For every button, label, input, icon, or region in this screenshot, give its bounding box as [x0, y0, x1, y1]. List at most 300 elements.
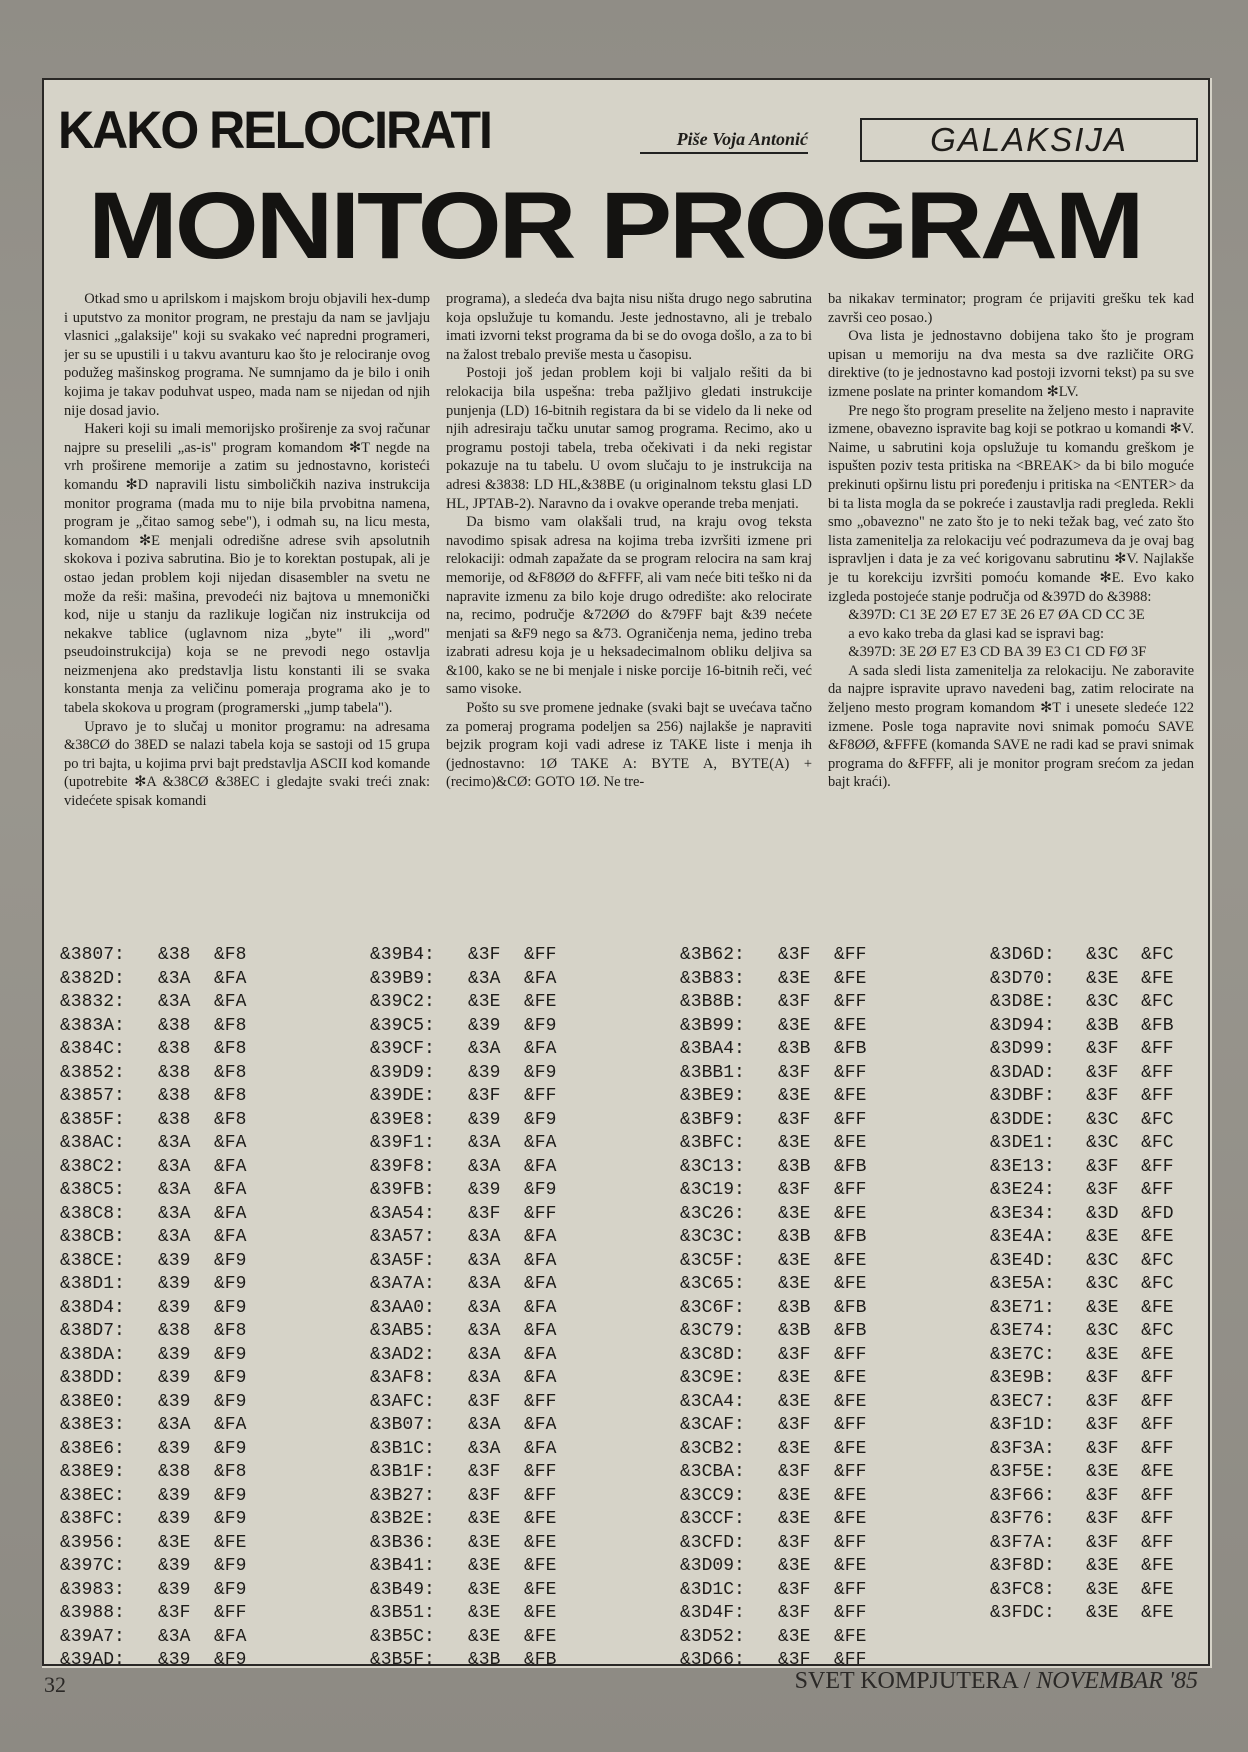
- address-cell: &3F5E:: [990, 1462, 1055, 1482]
- old-byte-cell: &3E: [1086, 1462, 1119, 1482]
- old-byte-cell: &3F: [1086, 1415, 1119, 1435]
- address-cell: &3D6D:: [990, 945, 1055, 965]
- old-byte-cell: &39: [158, 1650, 191, 1670]
- old-byte-cell: &3E: [1086, 1227, 1119, 1247]
- address-cell: &3CA4:: [680, 1391, 745, 1412]
- address-cell: &3D09:: [680, 1556, 745, 1576]
- paragraph: Upravo je to slučaj u monitor programu: na adresama &38CØ do 38ED se nalazi tabela koja se sastoji od 15 grupa po tri bajta, u kojima prvi bajt predstavlja ASCII kod komande (upotrebite ✻A &38CØ &38EC i gledajte svaki treći znak: videćete spisak komandi: [64, 718, 430, 810]
- address-cell: &3988:: [60, 1603, 125, 1623]
- address-cell: &3DAD:: [990, 1062, 1055, 1083]
- new-byte-cell: &FF: [524, 1391, 557, 1412]
- new-byte-cell: &FA: [214, 1156, 247, 1177]
- new-byte-cell: &FA: [524, 1274, 557, 1294]
- table-row: [370, 1579, 680, 1603]
- table-row: [990, 1320, 1200, 1344]
- paragraph: Ova lista je jednostavno dobijena tako što je program upisan u memoriju na dva mesta sa dve različite ORG direktive (to je jednostavno kad postoji izvorni tekst) pa su sve izmene poslate na printer komandom ✻LV.: [828, 328, 1194, 400]
- table-row: [370, 1532, 680, 1556]
- old-byte-cell: &39: [158, 1297, 191, 1318]
- table-row: [60, 1367, 370, 1391]
- new-byte-cell: &FA: [214, 1415, 247, 1435]
- address-cell: &3B07:: [370, 1415, 435, 1435]
- address-cell: &3F66:: [990, 1485, 1055, 1506]
- address-cell: &3E4D:: [990, 1250, 1055, 1271]
- old-byte-cell: &3A: [468, 1297, 501, 1318]
- old-byte-cell: &3A: [158, 1180, 191, 1200]
- new-byte-cell: &FE: [1141, 1556, 1174, 1576]
- new-byte-cell: &FA: [524, 1297, 557, 1318]
- table-row: [990, 1485, 1200, 1509]
- new-byte-cell: &F9: [524, 1015, 557, 1036]
- old-byte-cell: &3A: [468, 1039, 501, 1059]
- old-byte-cell: &3A: [468, 1133, 501, 1153]
- table-row: [990, 1602, 1200, 1626]
- old-byte-cell: &3F: [778, 1532, 811, 1553]
- article-headline: MONITOR PROGRAM: [88, 172, 1142, 279]
- address-cell: &38FC:: [60, 1509, 125, 1529]
- table-row: [990, 1367, 1200, 1391]
- old-byte-cell: &3E: [778, 1015, 811, 1036]
- new-byte-cell: &F8: [214, 1062, 247, 1083]
- table-row: [990, 1038, 1200, 1062]
- old-byte-cell: &39: [158, 1485, 191, 1506]
- address-cell: &38C2:: [60, 1156, 125, 1177]
- address-cell: &3D66:: [680, 1650, 745, 1670]
- table-row: [370, 991, 680, 1015]
- table-row: [370, 1062, 680, 1086]
- address-cell: &39CF:: [370, 1039, 435, 1059]
- address-cell: &38E9:: [60, 1462, 125, 1482]
- old-byte-cell: &38: [158, 1462, 191, 1482]
- table-row: [680, 944, 990, 968]
- new-byte-cell: &FB: [834, 1321, 867, 1341]
- table-row: [60, 1015, 370, 1039]
- address-cell: &3B99:: [680, 1015, 745, 1036]
- old-byte-cell: &3F: [1086, 1485, 1119, 1506]
- address-cell: &3F8D:: [990, 1556, 1055, 1576]
- old-byte-cell: &3E: [778, 1556, 811, 1576]
- table-row: [680, 1555, 990, 1579]
- table-row: [60, 1062, 370, 1086]
- address-cell: &3CCF:: [680, 1509, 745, 1529]
- old-byte-cell: &3C: [1086, 1274, 1119, 1294]
- table-row: [60, 1273, 370, 1297]
- new-byte-cell: &FC: [1141, 1321, 1174, 1341]
- table-row: [60, 1626, 370, 1650]
- table-row: [370, 1038, 680, 1062]
- table-row: [680, 1320, 990, 1344]
- new-byte-cell: &FA: [214, 968, 247, 989]
- old-byte-cell: &3F: [778, 1650, 811, 1670]
- table-row: [990, 944, 1200, 968]
- old-byte-cell: &3C: [1086, 992, 1119, 1012]
- table-row: [990, 1062, 1200, 1086]
- table-row: [370, 1649, 680, 1673]
- new-byte-cell: &FD: [1141, 1203, 1174, 1224]
- address-cell: &3C13:: [680, 1156, 745, 1177]
- new-byte-cell: &F9: [214, 1579, 247, 1600]
- table-row: [680, 1579, 990, 1603]
- code-line-after: &397D: 3E 2Ø E7 E3 CD BA 39 E3 C1 CD FØ 3F: [848, 644, 1147, 661]
- new-byte-cell: &FF: [524, 945, 557, 965]
- new-byte-cell: &FE: [834, 1368, 867, 1388]
- new-byte-cell: &FF: [524, 1086, 557, 1106]
- new-byte-cell: &FE: [524, 1579, 557, 1600]
- address-cell: &3E24:: [990, 1180, 1055, 1200]
- old-byte-cell: &39: [158, 1368, 191, 1388]
- new-byte-cell: &FF: [834, 1650, 867, 1670]
- relocation-table: [60, 944, 1200, 1670]
- address-cell: &3CAF:: [680, 1415, 745, 1435]
- old-byte-cell: &38: [158, 1039, 191, 1059]
- table-row: [990, 1391, 1200, 1415]
- new-byte-cell: &FE: [1141, 1603, 1174, 1623]
- table-row: [60, 968, 370, 992]
- table-row: [990, 991, 1200, 1015]
- old-byte-cell: &39: [158, 1391, 191, 1412]
- address-cell: &39B4:: [370, 945, 435, 965]
- table-row: [60, 1602, 370, 1626]
- old-byte-cell: &3B: [778, 1297, 811, 1318]
- address-cell: &3BB1:: [680, 1062, 745, 1083]
- old-byte-cell: &3F: [778, 1344, 811, 1365]
- new-byte-cell: &FE: [214, 1532, 247, 1553]
- old-byte-cell: &3A: [158, 1227, 191, 1247]
- new-byte-cell: &F9: [214, 1438, 247, 1459]
- new-byte-cell: &FC: [1141, 992, 1174, 1012]
- old-byte-cell: &3C: [1086, 1109, 1119, 1130]
- old-byte-cell: &3E: [468, 1603, 501, 1623]
- new-byte-cell: &FE: [834, 1438, 867, 1459]
- table-row: [60, 1391, 370, 1415]
- old-byte-cell: &3F: [778, 992, 811, 1012]
- table-row: [990, 1226, 1200, 1250]
- table-row: [370, 1320, 680, 1344]
- old-byte-cell: &3F: [468, 1485, 501, 1506]
- paragraph: Postoji još jedan problem koji bi valjalo rešiti da bi relokacija bila uspešna: treba pažljivo gledati instrukcije punjenja (LD) 16-bitnih registara da bi se videlo da li neke od njih adresiraju tačku unutar samog programa. Recimo, ako u programu postoji tabela, treba očekivati i da neki registar pokazuje na tu tabelu. U ovom slučaju to je instrukcija na adresi &3838: LD HL,&38BE (u originalnom tekstu glasi LD HL, JPTAB-2). Naravno da i ovakve operande treba menjati.: [446, 365, 812, 512]
- address-cell: &3E34:: [990, 1203, 1055, 1224]
- table-row: [370, 1132, 680, 1156]
- table-row: [60, 1414, 370, 1438]
- old-byte-cell: &3B: [778, 1321, 811, 1341]
- new-byte-cell: &FF: [1141, 1438, 1174, 1459]
- address-cell: &3B2E:: [370, 1509, 435, 1529]
- old-byte-cell: &39: [468, 1015, 501, 1036]
- new-byte-cell: &FC: [1141, 1133, 1174, 1153]
- table-row: [990, 1132, 1200, 1156]
- address-cell: &39F8:: [370, 1156, 435, 1177]
- old-byte-cell: &3A: [468, 1274, 501, 1294]
- address-cell: &3C9E:: [680, 1368, 745, 1388]
- table-row: [990, 968, 1200, 992]
- new-byte-cell: &FF: [1141, 1415, 1174, 1435]
- old-byte-cell: &3E: [778, 1509, 811, 1529]
- new-byte-cell: &FE: [834, 1086, 867, 1106]
- old-byte-cell: &3F: [1086, 1156, 1119, 1177]
- address-cell: &384C:: [60, 1039, 125, 1059]
- address-cell: &3B5C:: [370, 1626, 435, 1647]
- new-byte-cell: &FE: [524, 992, 557, 1012]
- old-byte-cell: &3A: [468, 968, 501, 989]
- old-byte-cell: &38: [158, 1321, 191, 1341]
- table-row: [60, 944, 370, 968]
- table-row: [680, 1626, 990, 1650]
- old-byte-cell: &39: [158, 1274, 191, 1294]
- table-row: [60, 1320, 370, 1344]
- address-cell: &3C26:: [680, 1203, 745, 1224]
- paragraph: Hakeri koji su imali memorijsko proširenje za svoj računar najpre su preselili „as-is" program komandom ✻T negde na vrh proširene memorije a zatim su jednostavno, koristeći komandu ✻D napravili listu simboličkih naziva instrukcija monitor programa (mada mu to nije bila prvobitna namena, program je „čitao samog sebe"), i odmah su, na licu mesta, komandom ✻E menjali odredišne adrese svih apsolutnih skokova i poziva sabrutina. Bio je to korektan postupak, ali je ostao jedan problem koji nijedan disasembler na svetu ne može da reši: mašina, prevodeći niz bajtova u mnemonički kod, nije u stanju da razlikuje logičan niz instrukcija od nekakve tablice (uglavnom niza „byte" ili „word" pseudoinstrukcija) koja se ne prevodi nego ostavlja neizmenjena ako predstavlja listu konstanti ili se svaka konstanta menja za veličinu pomeraja programa ako je to tabela skokova u program (programerski „jump tabela").: [64, 421, 430, 717]
- address-cell: &3E7C:: [990, 1344, 1055, 1365]
- table-row: [990, 1579, 1200, 1603]
- old-byte-cell: &39: [158, 1509, 191, 1529]
- table-row: [370, 1109, 680, 1133]
- address-cell: &39B9:: [370, 968, 435, 989]
- new-byte-cell: &FC: [1141, 1250, 1174, 1271]
- new-byte-cell: &FF: [834, 1603, 867, 1623]
- old-byte-cell: &3E: [468, 1509, 501, 1529]
- old-byte-cell: &39: [158, 1344, 191, 1365]
- new-byte-cell: &FE: [834, 1274, 867, 1294]
- address-cell: &3A7A:: [370, 1274, 435, 1294]
- old-byte-cell: &38: [158, 1015, 191, 1036]
- table-row: [680, 1062, 990, 1086]
- address-cell: &3C19:: [680, 1180, 745, 1200]
- new-byte-cell: &FF: [1141, 1039, 1174, 1059]
- new-byte-cell: &FF: [834, 945, 867, 965]
- old-byte-cell: &3F: [468, 1086, 501, 1106]
- new-byte-cell: &FF: [1141, 1509, 1174, 1529]
- old-byte-cell: &3A: [158, 992, 191, 1012]
- new-byte-cell: &FF: [524, 1203, 557, 1224]
- old-byte-cell: &3E: [778, 1086, 811, 1106]
- address-cell: &38D1:: [60, 1274, 125, 1294]
- old-byte-cell: &3F: [778, 1109, 811, 1130]
- address-cell: &38CB:: [60, 1227, 125, 1247]
- table-row: [60, 1085, 370, 1109]
- table-row: [990, 1273, 1200, 1297]
- old-byte-cell: &3E: [1086, 1579, 1119, 1600]
- address-cell: &3B1C:: [370, 1438, 435, 1459]
- old-byte-cell: &39: [468, 1062, 501, 1083]
- new-byte-cell: &FB: [834, 1297, 867, 1318]
- address-cell: &385F:: [60, 1109, 125, 1130]
- address-cell: &3BE9:: [680, 1086, 745, 1106]
- old-byte-cell: &3E: [1086, 1297, 1119, 1318]
- old-byte-cell: &3E: [1086, 1556, 1119, 1576]
- new-byte-cell: &F8: [214, 1015, 247, 1036]
- table-row: [680, 1297, 990, 1321]
- address-cell: &3B36:: [370, 1532, 435, 1553]
- old-byte-cell: &3E: [158, 1532, 191, 1553]
- paragraph: Da bismo vam olakšali trud, na kraju ovog teksta navodimo spisak adresa na kojima treba izvršiti izmene pri relokaciji: odmah zapažate da se program relocira na sam kraj memorije, od &F8ØØ do &FFFF, ali vam neće biti teško ni da napravite izmenu za bilo koje drugo odredište: ako relocirate na, recimo, područje &72ØØ do &79FF bajt &39 nećete menjati sa &F9 nego sa &73. Ograničenja nema, jedino treba izabrati adresu koja je u heksadecimalnom obliku deljiva sa &100, kako se ne bi menjale i niske porcije 16-bitnih reči, već samo visoke.: [446, 514, 812, 698]
- address-cell: &3B83:: [680, 968, 745, 989]
- address-cell: &3CB2:: [680, 1438, 745, 1459]
- table-row: [680, 1203, 990, 1227]
- old-byte-cell: &39: [158, 1250, 191, 1271]
- new-byte-cell: &FE: [1141, 968, 1174, 989]
- table-row: [990, 1250, 1200, 1274]
- address-cell: &38AC:: [60, 1133, 125, 1153]
- old-byte-cell: &39: [158, 1579, 191, 1600]
- new-byte-cell: &FA: [524, 968, 557, 989]
- old-byte-cell: &3E: [1086, 1344, 1119, 1365]
- new-byte-cell: &FC: [1141, 945, 1174, 965]
- old-byte-cell: &3C: [1086, 1250, 1119, 1271]
- new-byte-cell: &FC: [1141, 1274, 1174, 1294]
- old-byte-cell: &38: [158, 1062, 191, 1083]
- address-cell: &3DDE:: [990, 1109, 1055, 1130]
- old-byte-cell: &3F: [468, 1391, 501, 1412]
- address-cell: &3AB5:: [370, 1321, 435, 1341]
- table-row: [680, 968, 990, 992]
- address-cell: &3DBF:: [990, 1086, 1055, 1106]
- new-byte-cell: &FA: [524, 1227, 557, 1247]
- new-byte-cell: &FF: [1141, 1368, 1174, 1388]
- address-cell: &3C65:: [680, 1274, 745, 1294]
- address-cell: &3CC9:: [680, 1485, 745, 1506]
- new-byte-cell: &FE: [524, 1556, 557, 1576]
- new-byte-cell: &F9: [214, 1274, 247, 1294]
- address-cell: &3D52:: [680, 1626, 745, 1647]
- table-row: [370, 1156, 680, 1180]
- table-row: [370, 1179, 680, 1203]
- new-byte-cell: &FF: [1141, 1062, 1174, 1083]
- old-byte-cell: &3F: [1086, 1062, 1119, 1083]
- address-cell: &3C6F:: [680, 1297, 745, 1318]
- table-row: [60, 1438, 370, 1462]
- old-byte-cell: &3B: [778, 1227, 811, 1247]
- address-cell: &3B51:: [370, 1603, 435, 1623]
- new-byte-cell: &FF: [1141, 1485, 1174, 1506]
- address-cell: &383A:: [60, 1015, 125, 1036]
- old-byte-cell: &3A: [158, 1203, 191, 1224]
- old-byte-cell: &3A: [158, 1415, 191, 1435]
- address-cell: &3CFD:: [680, 1532, 745, 1553]
- old-byte-cell: &3E: [468, 992, 501, 1012]
- new-byte-cell: &FE: [834, 968, 867, 989]
- paragraph: ba nikakav terminator; program će prijaviti grešku tek kad završi ceo posao.): [828, 291, 1194, 326]
- address-cell: &38DA:: [60, 1344, 125, 1365]
- relocation-column-1: [60, 944, 370, 1670]
- old-byte-cell: &3E: [778, 1485, 811, 1506]
- old-byte-cell: &3F: [468, 1203, 501, 1224]
- address-cell: &3EC7:: [990, 1391, 1055, 1412]
- new-byte-cell: &FE: [834, 1556, 867, 1576]
- old-byte-cell: &3D: [1086, 1203, 1119, 1224]
- old-byte-cell: &3F: [778, 1462, 811, 1482]
- old-byte-cell: &3E: [468, 1626, 501, 1647]
- table-row: [680, 1485, 990, 1509]
- old-byte-cell: &3E: [468, 1579, 501, 1600]
- old-byte-cell: &3E: [778, 968, 811, 989]
- table-row: [370, 1508, 680, 1532]
- address-cell: &3852:: [60, 1062, 125, 1083]
- old-byte-cell: &3A: [158, 968, 191, 989]
- address-cell: &39FB:: [370, 1180, 435, 1200]
- address-cell: &382D:: [60, 968, 125, 989]
- old-byte-cell: &3B: [1086, 1015, 1119, 1036]
- table-row: [680, 1508, 990, 1532]
- table-row: [60, 1038, 370, 1062]
- address-cell: &3B8B:: [680, 992, 745, 1012]
- new-byte-cell: &F9: [214, 1509, 247, 1529]
- address-cell: &3807:: [60, 945, 125, 965]
- new-byte-cell: &FE: [1141, 1344, 1174, 1365]
- old-byte-cell: &3F: [1086, 1086, 1119, 1106]
- address-cell: &3BA4:: [680, 1039, 745, 1059]
- address-cell: &38C5:: [60, 1180, 125, 1200]
- new-byte-cell: &FE: [1141, 1462, 1174, 1482]
- address-cell: &3C79:: [680, 1321, 745, 1341]
- table-row: [990, 1203, 1200, 1227]
- relocation-column-3: [680, 944, 990, 1670]
- new-byte-cell: &FF: [834, 992, 867, 1012]
- new-byte-cell: &F9: [214, 1344, 247, 1365]
- new-byte-cell: &FE: [834, 1015, 867, 1036]
- old-byte-cell: &3F: [778, 1062, 811, 1083]
- table-row: [60, 1649, 370, 1673]
- address-cell: &3F3A:: [990, 1438, 1055, 1459]
- new-byte-cell: &FA: [524, 1133, 557, 1153]
- new-byte-cell: &FE: [834, 1133, 867, 1153]
- table-row: [370, 1226, 680, 1250]
- table-row: [370, 968, 680, 992]
- article-column-1: [64, 290, 430, 930]
- new-byte-cell: &FF: [214, 1603, 247, 1623]
- new-byte-cell: &FB: [834, 1039, 867, 1059]
- new-byte-cell: &F8: [214, 1039, 247, 1059]
- address-cell: &3D1C:: [680, 1579, 745, 1600]
- address-cell: &3AD2:: [370, 1344, 435, 1365]
- new-byte-cell: &FB: [1141, 1015, 1174, 1036]
- address-cell: &3E9B:: [990, 1368, 1055, 1388]
- table-row: [990, 1555, 1200, 1579]
- new-byte-cell: &FE: [834, 1485, 867, 1506]
- new-byte-cell: &FE: [834, 1203, 867, 1224]
- new-byte-cell: &F9: [214, 1368, 247, 1388]
- address-cell: &3E5A:: [990, 1274, 1055, 1294]
- address-cell: &3B62:: [680, 945, 745, 965]
- address-cell: &3B27:: [370, 1485, 435, 1506]
- new-byte-cell: &FA: [524, 1250, 557, 1271]
- new-byte-cell: &FB: [524, 1650, 557, 1670]
- table-row: [60, 1203, 370, 1227]
- address-cell: &3DE1:: [990, 1133, 1055, 1153]
- new-byte-cell: &FF: [834, 1415, 867, 1435]
- new-byte-cell: &FA: [524, 1438, 557, 1459]
- new-byte-cell: &FF: [834, 1062, 867, 1083]
- address-cell: &39E8:: [370, 1109, 435, 1130]
- new-byte-cell: &FE: [1141, 1297, 1174, 1318]
- old-byte-cell: &3A: [468, 1415, 501, 1435]
- address-cell: &3D4F:: [680, 1603, 745, 1623]
- new-byte-cell: &FF: [834, 1180, 867, 1200]
- address-cell: &38D7:: [60, 1321, 125, 1341]
- new-byte-cell: &FE: [524, 1603, 557, 1623]
- old-byte-cell: &3F: [778, 1603, 811, 1623]
- address-cell: &39C2:: [370, 992, 435, 1012]
- address-cell: &39A7:: [60, 1626, 125, 1647]
- address-cell: &39F1:: [370, 1133, 435, 1153]
- address-cell: &39C5:: [370, 1015, 435, 1036]
- table-row: [60, 1508, 370, 1532]
- new-byte-cell: &FF: [834, 1579, 867, 1600]
- old-byte-cell: &3E: [778, 1203, 811, 1224]
- article-byline: Piše Voja Antonić: [640, 130, 808, 154]
- new-byte-cell: &FF: [524, 1485, 557, 1506]
- table-row: [370, 1438, 680, 1462]
- new-byte-cell: &FF: [834, 1109, 867, 1130]
- old-byte-cell: &3F: [1086, 1438, 1119, 1459]
